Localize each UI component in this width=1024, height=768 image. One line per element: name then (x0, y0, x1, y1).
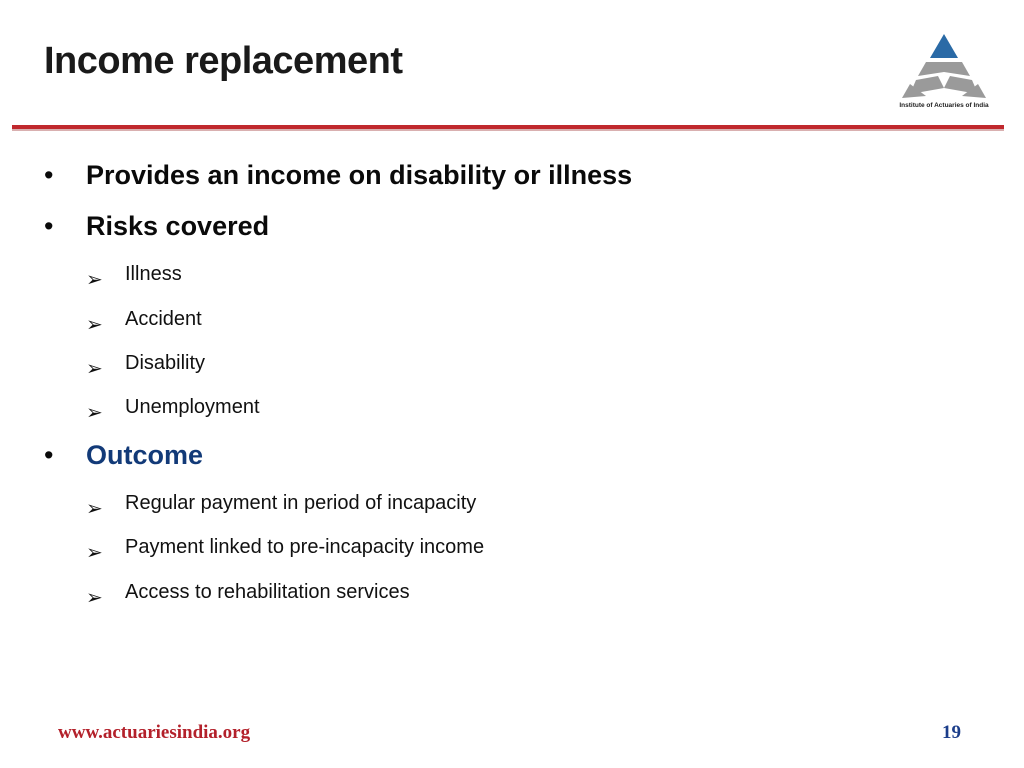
sub-bullet-text: Access to rehabilitation services (125, 581, 410, 603)
header-divider-shadow (12, 129, 1004, 131)
logo-caption: Institute of Actuaries of India (899, 102, 989, 109)
bullet-text: Outcome (86, 440, 204, 470)
bullet-glyph: • (44, 440, 54, 470)
sub-bullet-text: Regular payment in period of incapacity (125, 492, 477, 514)
arrow-bullet-icon: ➢ (86, 587, 103, 609)
footer-website-link[interactable]: www.actuariesindia.org (58, 722, 251, 743)
bullet-text: Provides an income on disability or illness (86, 160, 633, 190)
institute-logo (896, 28, 992, 112)
bullet-text: Risks covered (86, 211, 270, 241)
sub-bullet-text: Accident (125, 308, 202, 330)
sub-bullet-text: Disability (125, 352, 206, 374)
slide-title: Income replacement (44, 40, 403, 82)
sub-bullet-text: Unemployment (125, 396, 260, 418)
institute-logo-icon (896, 28, 992, 100)
arrow-bullet-icon: ➢ (86, 358, 103, 380)
arrow-bullet-icon: ➢ (86, 542, 103, 564)
sub-bullet-text: Payment linked to pre-incapacity income (125, 536, 485, 558)
bullet-glyph: • (44, 160, 54, 190)
page-number: 19 (942, 722, 961, 743)
arrow-bullet-icon: ➢ (86, 269, 103, 291)
arrow-bullet-icon: ➢ (86, 402, 103, 424)
sub-bullet-text: Illness (125, 263, 182, 285)
arrow-bullet-icon: ➢ (86, 498, 103, 520)
arrow-bullet-icon: ➢ (86, 314, 103, 336)
bullet-glyph: • (44, 211, 54, 241)
